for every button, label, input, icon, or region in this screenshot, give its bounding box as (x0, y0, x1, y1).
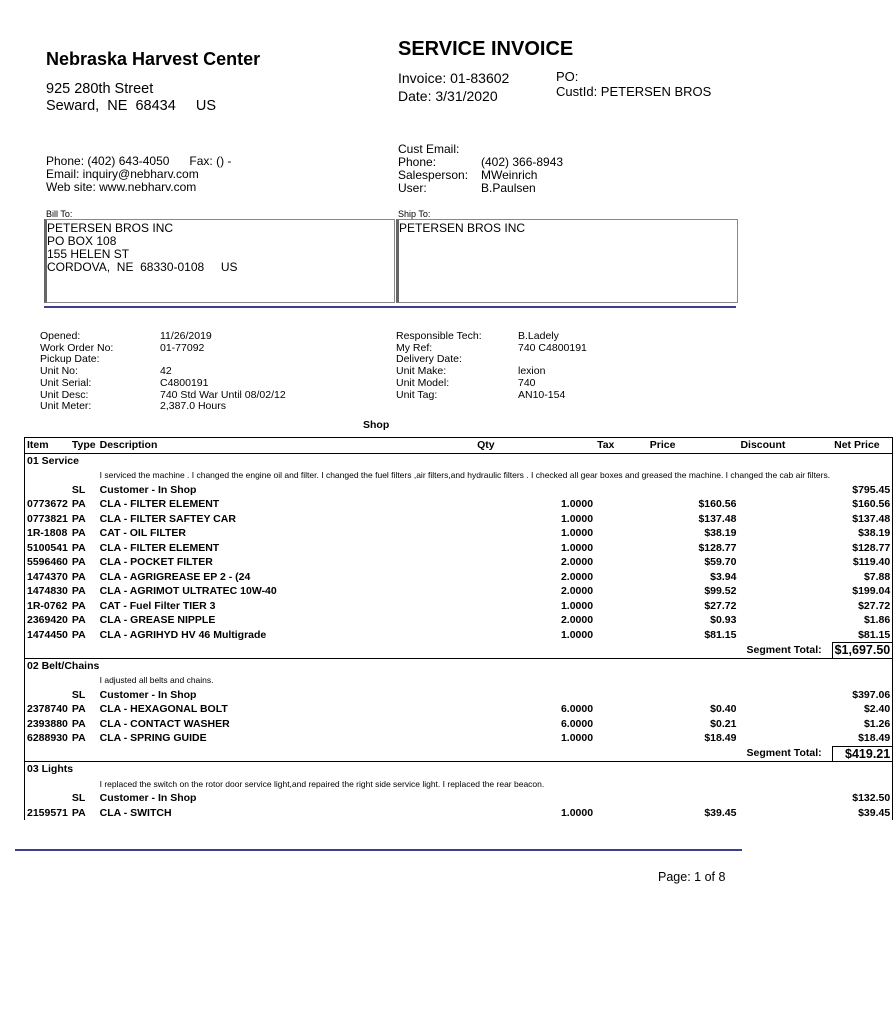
item-qty: 2.0000 (560, 614, 594, 626)
segment-name: 02 Belt/Chains (25, 658, 893, 673)
item-qty: 2.0000 (560, 570, 594, 583)
item-tax (595, 599, 648, 614)
tech-field-label: Unit Make: (396, 365, 447, 378)
item-discount (738, 497, 832, 512)
segment-total-row (25, 746, 893, 762)
item-discount (738, 688, 832, 703)
item-type: PA (71, 556, 86, 568)
item-number: 5596460 (25, 555, 70, 570)
item-discount (738, 555, 832, 570)
table-row (25, 806, 893, 821)
segment-total-label: Segment Total: (746, 747, 822, 760)
item-type: SL (71, 792, 86, 804)
segment-note-row (25, 468, 893, 483)
item-qty: 1.0000 (560, 599, 594, 612)
tech-field-value: 740 C4800191 (518, 341, 587, 354)
tech-field-value: AN10-154 (518, 388, 566, 401)
unit-field-label: Opened: (40, 330, 81, 342)
segment-note-row (25, 777, 893, 792)
item-net-price: $2.40 (832, 702, 893, 717)
item-type: PA (71, 717, 86, 730)
item-qty: 1.0000 (560, 628, 594, 641)
item-price (648, 791, 739, 806)
table-row (25, 497, 893, 512)
unit-field-label: Unit No: (40, 365, 78, 378)
item-type: PA (71, 541, 86, 554)
unit-field-value: 01-77092 (160, 341, 205, 354)
item-net-price: $7.88 (832, 570, 893, 585)
unit-field-value: 740 Std War Until 08/02/12 (160, 388, 286, 401)
col-net-price: Net Price (832, 438, 893, 454)
bill-to-label: Bill To: (46, 209, 73, 219)
unit-field-value: C4800191 (160, 376, 209, 389)
line-items-table (24, 437, 893, 820)
item-description: CLA - FILTER ELEMENT (99, 498, 220, 510)
salesperson-label: Salesperson: (398, 168, 469, 182)
item-price (648, 483, 739, 498)
phone-label: Phone: (398, 155, 437, 169)
table-row (25, 541, 893, 556)
item-tax (595, 555, 648, 570)
item-price: $128.77 (698, 541, 737, 554)
item-price: $39.45 (704, 806, 737, 819)
item-description: CLA - AGRIHYD HV 46 Multigrade (99, 628, 267, 641)
item-number (25, 483, 70, 498)
tech-field-label: Unit Model: (396, 376, 450, 389)
item-tax (595, 791, 648, 806)
item-tax (595, 628, 648, 643)
table-row (25, 584, 893, 599)
item-net-price: $160.56 (832, 497, 893, 512)
item-type: PA (71, 585, 86, 597)
item-tax (595, 613, 648, 628)
table-row (25, 628, 893, 643)
invoice-date: Date: 3/31/2020 (398, 88, 498, 104)
page-number: Page: 1 of 8 (658, 870, 726, 884)
unit-field-value: 2,387.0 Hours (160, 400, 226, 413)
segment-total-value: $419.21 (832, 746, 893, 762)
item-net-price: $81.15 (832, 628, 893, 643)
table-row (25, 688, 893, 703)
item-description: CLA - CONTACT WASHER (99, 717, 230, 730)
item-number: 1R-1808 (25, 526, 70, 541)
tech-field-label: Unit Tag: (396, 388, 438, 401)
item-net-price: $1.86 (832, 613, 893, 628)
phone-value: (402) 366-8943 (481, 155, 564, 169)
table-row (25, 613, 893, 628)
item-type: PA (71, 512, 86, 525)
item-number: 2159571 (25, 806, 70, 821)
table-header-row (25, 438, 893, 454)
unit-field-value: 42 (160, 365, 172, 378)
col-description: Description (98, 438, 475, 454)
item-type: SL (71, 483, 86, 496)
tech-field-label: My Ref: (396, 341, 433, 354)
segment-note-row (25, 673, 893, 688)
segment-total-label: Segment Total: (746, 643, 822, 656)
item-tax (595, 541, 648, 556)
item-price: $0.40 (710, 703, 737, 715)
item-price: $3.94 (710, 570, 737, 583)
table-row (25, 526, 893, 541)
col-qty: Qty (475, 438, 595, 454)
company-street: 925 280th Street (46, 81, 154, 97)
item-qty (475, 688, 595, 703)
item-number (25, 791, 70, 806)
segment-total-row (25, 643, 893, 659)
item-price: $0.21 (710, 717, 737, 730)
item-number: 2378740 (25, 702, 70, 717)
item-qty: 1.0000 (560, 527, 594, 539)
tech-field-label: Delivery Date: (396, 353, 462, 366)
company-website: Web site: www.nebharv.com (46, 180, 197, 194)
item-discount (738, 584, 832, 599)
item-description: CAT - OIL FILTER (99, 527, 186, 539)
item-type: PA (71, 570, 86, 583)
item-tax (595, 497, 648, 512)
item-qty: 1.0000 (560, 806, 594, 819)
company-phone: Phone: (402) 643-4050 Fax: () - (46, 154, 232, 168)
item-qty: 1.0000 (560, 512, 594, 525)
item-price: $27.72 (704, 599, 737, 612)
item-discount (738, 599, 832, 614)
item-type: PA (71, 614, 86, 626)
user-label: User: (398, 181, 427, 195)
ship-to-line1: PETERSEN BROS INC (399, 221, 526, 235)
item-qty: 1.0000 (560, 732, 594, 745)
item-tax (595, 483, 648, 498)
item-net-price: $397.06 (832, 688, 893, 703)
invoice-title: SERVICE INVOICE (398, 38, 574, 60)
item-price: $18.49 (704, 732, 737, 745)
item-price: $38.19 (704, 527, 737, 539)
item-type: PA (71, 732, 86, 745)
ship-to-label: Ship To: (398, 209, 431, 219)
item-net-price: $132.50 (832, 791, 893, 806)
item-tax (595, 512, 648, 527)
unit-field-label: Pickup Date: (40, 353, 100, 366)
item-qty: 2.0000 (560, 585, 594, 597)
user-value: B.Paulsen (481, 181, 536, 195)
item-description: CLA - SPRING GUIDE (99, 732, 207, 745)
item-price: $59.70 (704, 556, 737, 568)
item-description: Customer - In Shop (99, 792, 197, 804)
item-discount (738, 570, 832, 585)
item-discount (738, 613, 832, 628)
item-number: 1474370 (25, 570, 70, 585)
item-description: CLA - SWITCH (99, 806, 172, 819)
company-email: Email: inquiry@nebharv.com (46, 167, 199, 181)
table-row (25, 717, 893, 732)
col-discount: Discount (738, 438, 832, 454)
item-price: $99.52 (704, 585, 737, 597)
table-row (25, 555, 893, 570)
item-qty: 1.0000 (560, 541, 594, 554)
unit-field-value: 11/26/2019 (160, 330, 212, 342)
table-row (25, 570, 893, 585)
table-row (25, 702, 893, 717)
col-type: Type (71, 439, 96, 451)
unit-field-label: Unit Desc: (40, 388, 89, 401)
item-qty: 6.0000 (560, 703, 594, 715)
tech-field-value: 740 (518, 376, 536, 389)
cust-email-label: Cust Email: (398, 142, 460, 156)
tech-field-value: B.Ladely (518, 330, 559, 342)
table-row (25, 483, 893, 498)
item-qty: 1.0000 (560, 498, 594, 510)
item-qty (475, 483, 595, 498)
segment-header (25, 658, 893, 673)
invoice-number: Invoice: 01-83602 (398, 70, 510, 86)
item-net-price: $137.48 (832, 512, 893, 527)
table-row (25, 512, 893, 527)
table-row (25, 599, 893, 614)
item-discount (738, 526, 832, 541)
bill-to-line2: PO BOX 108 (47, 234, 117, 248)
item-discount (738, 806, 832, 821)
item-type: SL (71, 688, 86, 701)
segment-name: 03 Lights (25, 762, 893, 777)
tech-field-value: lexion (518, 365, 546, 378)
item-net-price: $128.77 (832, 541, 893, 556)
table-row (25, 791, 893, 806)
item-type: PA (71, 628, 86, 641)
item-price (648, 688, 739, 703)
bill-to-line1: PETERSEN BROS INC (47, 221, 174, 235)
item-tax (595, 731, 648, 746)
item-discount (738, 512, 832, 527)
item-net-price: $199.04 (832, 584, 893, 599)
item-price: $0.93 (710, 614, 737, 626)
segment-total-value: $1,697.50 (832, 643, 893, 659)
item-type: PA (71, 599, 86, 612)
item-description: CLA - AGRIMOT ULTRATEC 10W-40 (99, 585, 277, 597)
item-qty: 6.0000 (560, 717, 594, 730)
item-type: PA (71, 498, 86, 510)
table-row (25, 731, 893, 746)
item-tax (595, 584, 648, 599)
item-number: 1R-0762 (25, 599, 70, 614)
item-tax (595, 526, 648, 541)
item-discount (738, 541, 832, 556)
item-discount (738, 717, 832, 732)
item-number: 0773821 (25, 512, 70, 527)
item-number (25, 688, 70, 703)
item-price: $81.15 (704, 628, 737, 641)
item-type: PA (71, 527, 86, 539)
item-type: PA (71, 703, 86, 715)
item-net-price: $39.45 (832, 806, 893, 821)
item-net-price: $795.45 (832, 483, 893, 498)
segment-note: I replaced the switch on the rotor door service light,and repaired the right side service light. I replaced the rear beacon. (99, 778, 545, 789)
item-discount (738, 731, 832, 746)
item-description: CLA - FILTER ELEMENT (99, 541, 220, 554)
header-divider (44, 306, 736, 308)
item-tax (595, 717, 648, 732)
item-type: PA (71, 806, 86, 819)
segment-header (25, 453, 893, 468)
item-qty (475, 791, 595, 806)
item-tax (595, 702, 648, 717)
unit-field-label: Unit Serial: (40, 376, 92, 389)
col-price: Price (648, 438, 739, 454)
item-description: CLA - FILTER SAFTEY CAR (99, 512, 236, 525)
segment-header (25, 762, 893, 777)
item-discount (738, 702, 832, 717)
segment-name: 01 Service (25, 453, 893, 468)
company-city: Seward, NE 68434 US (46, 98, 217, 114)
item-discount (738, 483, 832, 498)
item-number: 6288930 (25, 731, 70, 746)
unit-field-label: Unit Meter: (40, 400, 92, 413)
item-description: Customer - In Shop (99, 688, 197, 701)
salesperson-value: MWeinrich (481, 168, 538, 182)
item-tax (595, 570, 648, 585)
item-price: $160.56 (698, 498, 737, 510)
bill-to-line4: CORDOVA, NE 68330-0108 US (47, 260, 238, 274)
item-net-price: $27.72 (832, 599, 893, 614)
item-tax (595, 688, 648, 703)
item-discount (738, 791, 832, 806)
item-net-price: $119.40 (832, 555, 893, 570)
item-description: CAT - Fuel Filter TIER 3 (99, 599, 216, 612)
segment-note: I adjusted all belts and chains. (99, 675, 214, 685)
item-number: 1474450 (25, 628, 70, 643)
tech-field-label: Responsible Tech: (396, 330, 482, 342)
col-tax: Tax (595, 438, 648, 454)
item-net-price: $1.26 (832, 717, 893, 732)
item-description: CLA - GREASE NIPPLE (99, 614, 216, 626)
item-tax (595, 806, 648, 821)
item-description: Customer - In Shop (99, 483, 197, 496)
shop-label: Shop (363, 419, 390, 431)
item-discount (738, 628, 832, 643)
item-number: 2369420 (25, 613, 70, 628)
company-name: Nebraska Harvest Center (46, 49, 261, 69)
item-description: CLA - HEXAGONAL BOLT (99, 703, 228, 715)
col-item: Item (25, 438, 70, 454)
item-price: $137.48 (698, 512, 737, 525)
po-label: PO: (556, 69, 579, 84)
item-qty: 2.0000 (560, 556, 594, 568)
item-number: 1474830 (25, 584, 70, 599)
item-description: CLA - POCKET FILTER (99, 556, 213, 568)
footer-divider (15, 849, 742, 851)
item-net-price: $18.49 (832, 731, 893, 746)
segment-note: I serviced the machine . I changed the engine oil and filter. I changed the fuel filters ,air filters,and hydraulic filters . I checked all gear boxes and greased the machine. I changed the cab air filters. (99, 470, 831, 480)
item-number: 5100541 (25, 541, 70, 556)
unit-field-label: Work Order No: (40, 341, 114, 354)
item-number: 2393880 (25, 717, 70, 732)
bill-to-line3: 155 HELEN ST (47, 247, 130, 261)
item-net-price: $38.19 (832, 526, 893, 541)
cust-id: CustId: PETERSEN BROS (556, 84, 712, 99)
item-description: CLA - AGRIGREASE EP 2 - (24 (99, 570, 251, 583)
item-number: 0773672 (25, 497, 70, 512)
